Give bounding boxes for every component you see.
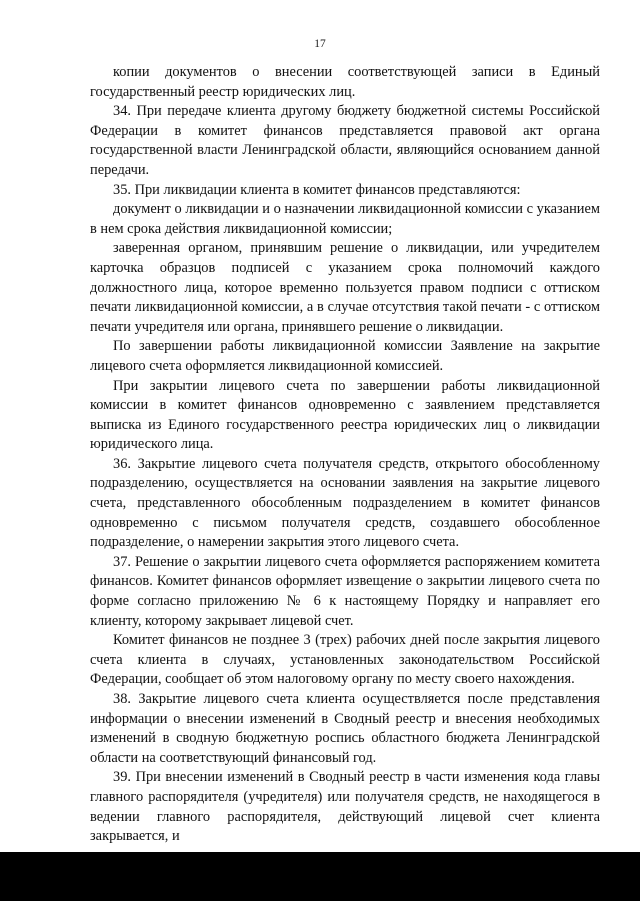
paragraph-34: 34. При передаче клиента другому бюджету бюджетной системы Российской Федерации в комитет финансов представляется правовой акт органа государственной власти Ленинградской области, являющийся основанием данной передачи.	[90, 103, 600, 178]
paragraph-38: 38. Закрытие лицевого счета клиента осуществляется после представления информации о внесении изменений в Сводный реестр и внесения необходимых изменений в сводную бюджетную роспись областного бюджета Ленинградской области на соответствующий финансовый год.	[90, 691, 600, 766]
paragraph-continuation: копии документов о внесении соответствующей записи в Единый государственный реестр юридических лиц.	[90, 64, 600, 100]
paragraph-35-item-1: документ о ликвидации и о назначении ликвидационной комиссии с указанием в нем срока действия ликвидационной комиссии;	[90, 201, 600, 237]
document-body	[90, 63, 600, 847]
page-number: 17	[314, 38, 326, 50]
scan-bottom-border	[0, 852, 640, 901]
paragraph-liquidation-closing: При закрытии лицевого счета по завершении работы ликвидационной комиссии в комитет финансов одновременно с заявлением представляется выписка из Единого государственного реестра юридических лиц о ликвидации юридического лица.	[90, 377, 600, 453]
paragraph-35: 35. При ликвидации клиента в комитет финансов представляются:	[113, 181, 521, 198]
paragraph-37-tax-notice: Комитет финансов не позднее 3 (трех) рабочих дней после закрытия лицевого счета клиента в случаях, установленных законодательством Российской Федерации, сообщает об этом налоговому органу по месту своего нахождения.	[90, 632, 600, 688]
paragraph-36: 36. Закрытие лицевого счета получателя средств, открытого обособленному подразделению, осуществляется на основании заявления на закрытие лицевого счета, представленного обособленным подразделением в комитет финансов одновременно с письмом получателя средств, создавшего обособленное подразделение, о намерении закрытия этого лицевого счета.	[90, 455, 600, 551]
paragraph-37: 37. Решение о закрытии лицевого счета оформляется распоряжением комитета финансов. Комитет финансов оформляет извещение о закрытии лицевого счета по форме согласно приложению № 6 к настоящему Порядку и направляет его клиенту, которому закрывает лицевой счет.	[90, 553, 600, 629]
paragraph-liquidation-statement: По завершении работы ликвидационной комиссии Заявление на закрытие лицевого счета оформляется ликвидационной комиссией.	[90, 338, 600, 374]
paragraph-39: 39. При внесении изменений в Сводный реестр в части изменения кода главы главного распорядителя (учредителя) или получателя средств, не находящегося в ведении главного распорядителя, действующий лицевой счет клиента закрывается, и	[90, 769, 600, 845]
paragraph-35-item-2: заверенная органом, принявшим решение о ликвидации, или учредителем карточка образцов подписей с указанием срока полномочий каждого должностного лица, которое временно пользуется правом подписи с оттиском печати ликвидационной комиссии, а в случае отсутствия такой печати - с оттиском печати учредителя или органа, принявшего решение о ликвидации.	[90, 240, 600, 335]
